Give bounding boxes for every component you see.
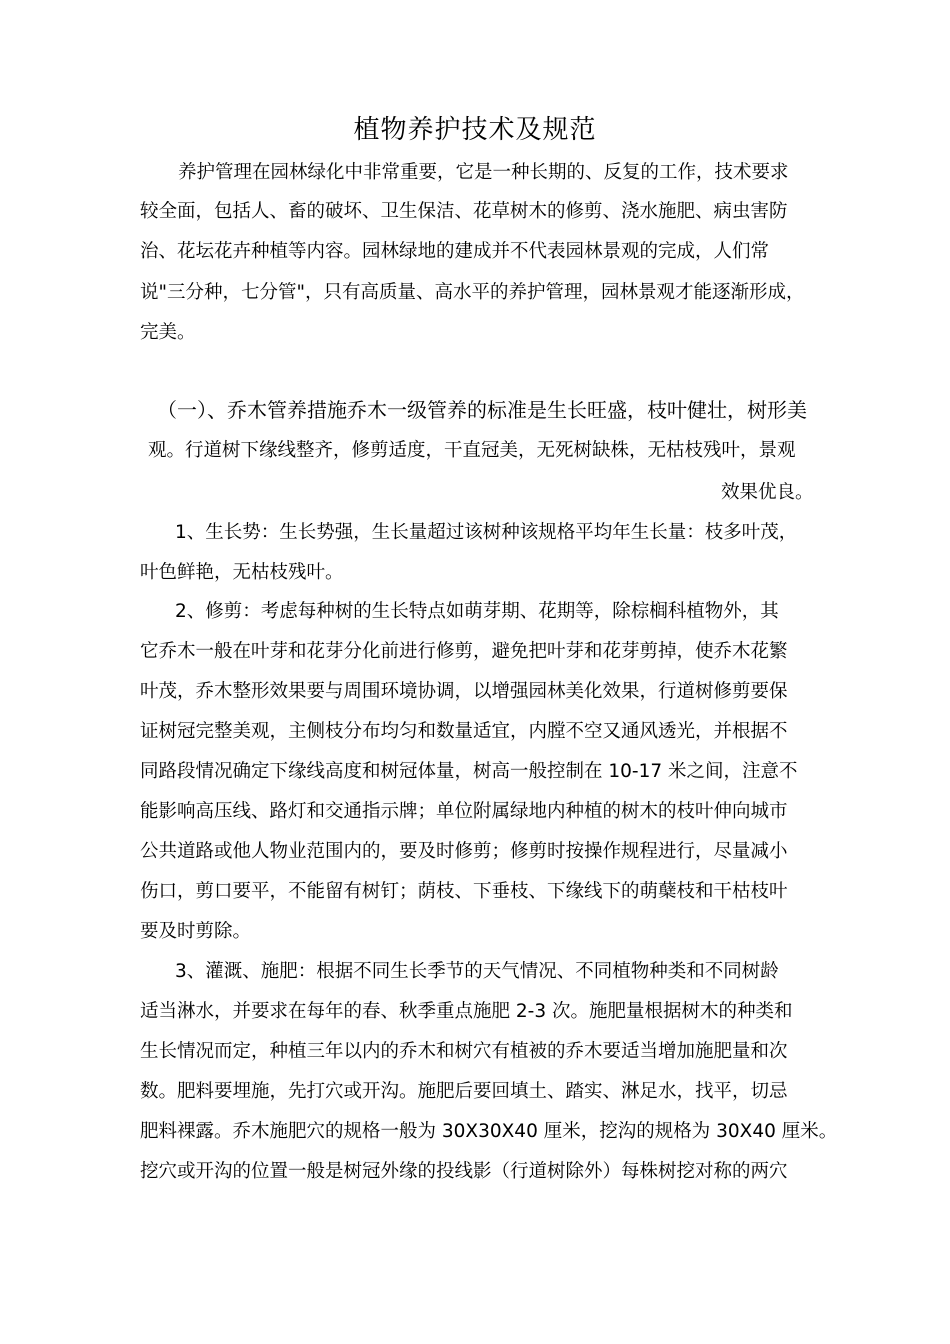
item3-line-1: 3、灌溉、施肥：根据不同生长季节的天气情况、不同植物种类和不同树龄 — [175, 961, 779, 982]
item3-line-2: 适当淋水，并要求在每年的春、秋季重点施肥 2-3 次。施肥量根据树木的种类和 — [140, 1001, 793, 1022]
item2-line-8: 伤口，剪口要平，不能留有树钉；荫枝、下垂枝、下缘线下的萌蘖枝和干枯枝叶 — [140, 881, 788, 902]
item2-line-5: 同路段情况确定下缘线高度和树冠体量，树高一般控制在 10-17 米之间，注意不 — [140, 761, 798, 782]
section1-line-1: （一）、乔木管养措施乔木一级管养的标准是生长旺盛，枝叶健壮，树形美 — [157, 398, 807, 422]
item3-line-4: 数。肥料要埋施，先打穴或开沟。施肥后要回填土、踏实、淋足水，找平，切忌 — [140, 1081, 788, 1102]
section1-line-2: 观。行道树下缘线整齐，修剪适度，干直冠美，无死树缺株，无枯枝残叶，景观 — [148, 440, 796, 461]
section1-line-3: 效果优良。 — [721, 482, 814, 503]
item3-line-6: 挖穴或开沟的位置一般是树冠外缘的投线影（行道树除外）每株树挖对称的两穴 — [140, 1161, 788, 1182]
intro-line-3: 治、花坛花卉种植等内容。园林绿地的建成并不代表园林景观的完成，人们常 — [140, 241, 770, 262]
item3-line-5: 肥料裸露。乔木施肥穴的规格一般为 30X30X40 厘米，挖沟的规格为 30X40 厘米。 — [140, 1121, 838, 1142]
item1-line-1: 1、生长势：生长势强，生长量超过该树种该规格平均年生长量：枝多叶茂， — [175, 522, 798, 543]
item2-line-6: 能影响高压线、路灯和交通指示牌；单位附属绿地内种植的树木的枝叶伸向城市 — [140, 801, 788, 822]
intro-line-1: 养护管理在园林绿化中非常重要，它是一种长期的、反复的工作，技术要求 — [178, 162, 789, 183]
item2-line-2: 它乔木一般在叶芽和花芽分化前进行修剪，避免把叶芽和花芽剪掉，使乔木花繁 — [140, 641, 788, 662]
intro-line-5: 完美。 — [140, 322, 196, 343]
document-title: 植物养护技术及规范 — [353, 115, 597, 145]
item2-line-3: 叶茂，乔木整形效果要与周围环境协调，以增强园林美化效果，行道树修剪要保 — [140, 681, 788, 702]
item2-line-9: 要及时剪除。 — [140, 921, 252, 942]
item3-line-3: 生长情况而定，种植三年以内的乔木和树穴有植被的乔木要适当增加施肥量和次 — [140, 1041, 788, 1062]
intro-line-4: 说"三分种，七分管"，只有高质量、高水平的养护管理，园林景观才能逐渐形成， — [140, 282, 805, 303]
item2-line-1: 2、修剪：考虑每种树的生长特点如萌芽期、花期等，除棕榈科植物外，其 — [175, 601, 779, 622]
item1-line-2: 叶色鲜艳，无枯枝残叶。 — [140, 562, 344, 583]
item2-line-7: 公共道路或他人物业范围内的，要及时修剪；修剪时按操作规程进行，尽量减小 — [140, 841, 788, 862]
item2-line-4: 证树冠完整美观，主侧枝分布均匀和数量适宜，内膛不空又通风透光，并根据不 — [140, 721, 788, 742]
intro-line-2: 较全面，包括人、畜的破坏、卫生保洁、花草树木的修剪、浇水施肥、病虫害防 — [140, 201, 788, 222]
